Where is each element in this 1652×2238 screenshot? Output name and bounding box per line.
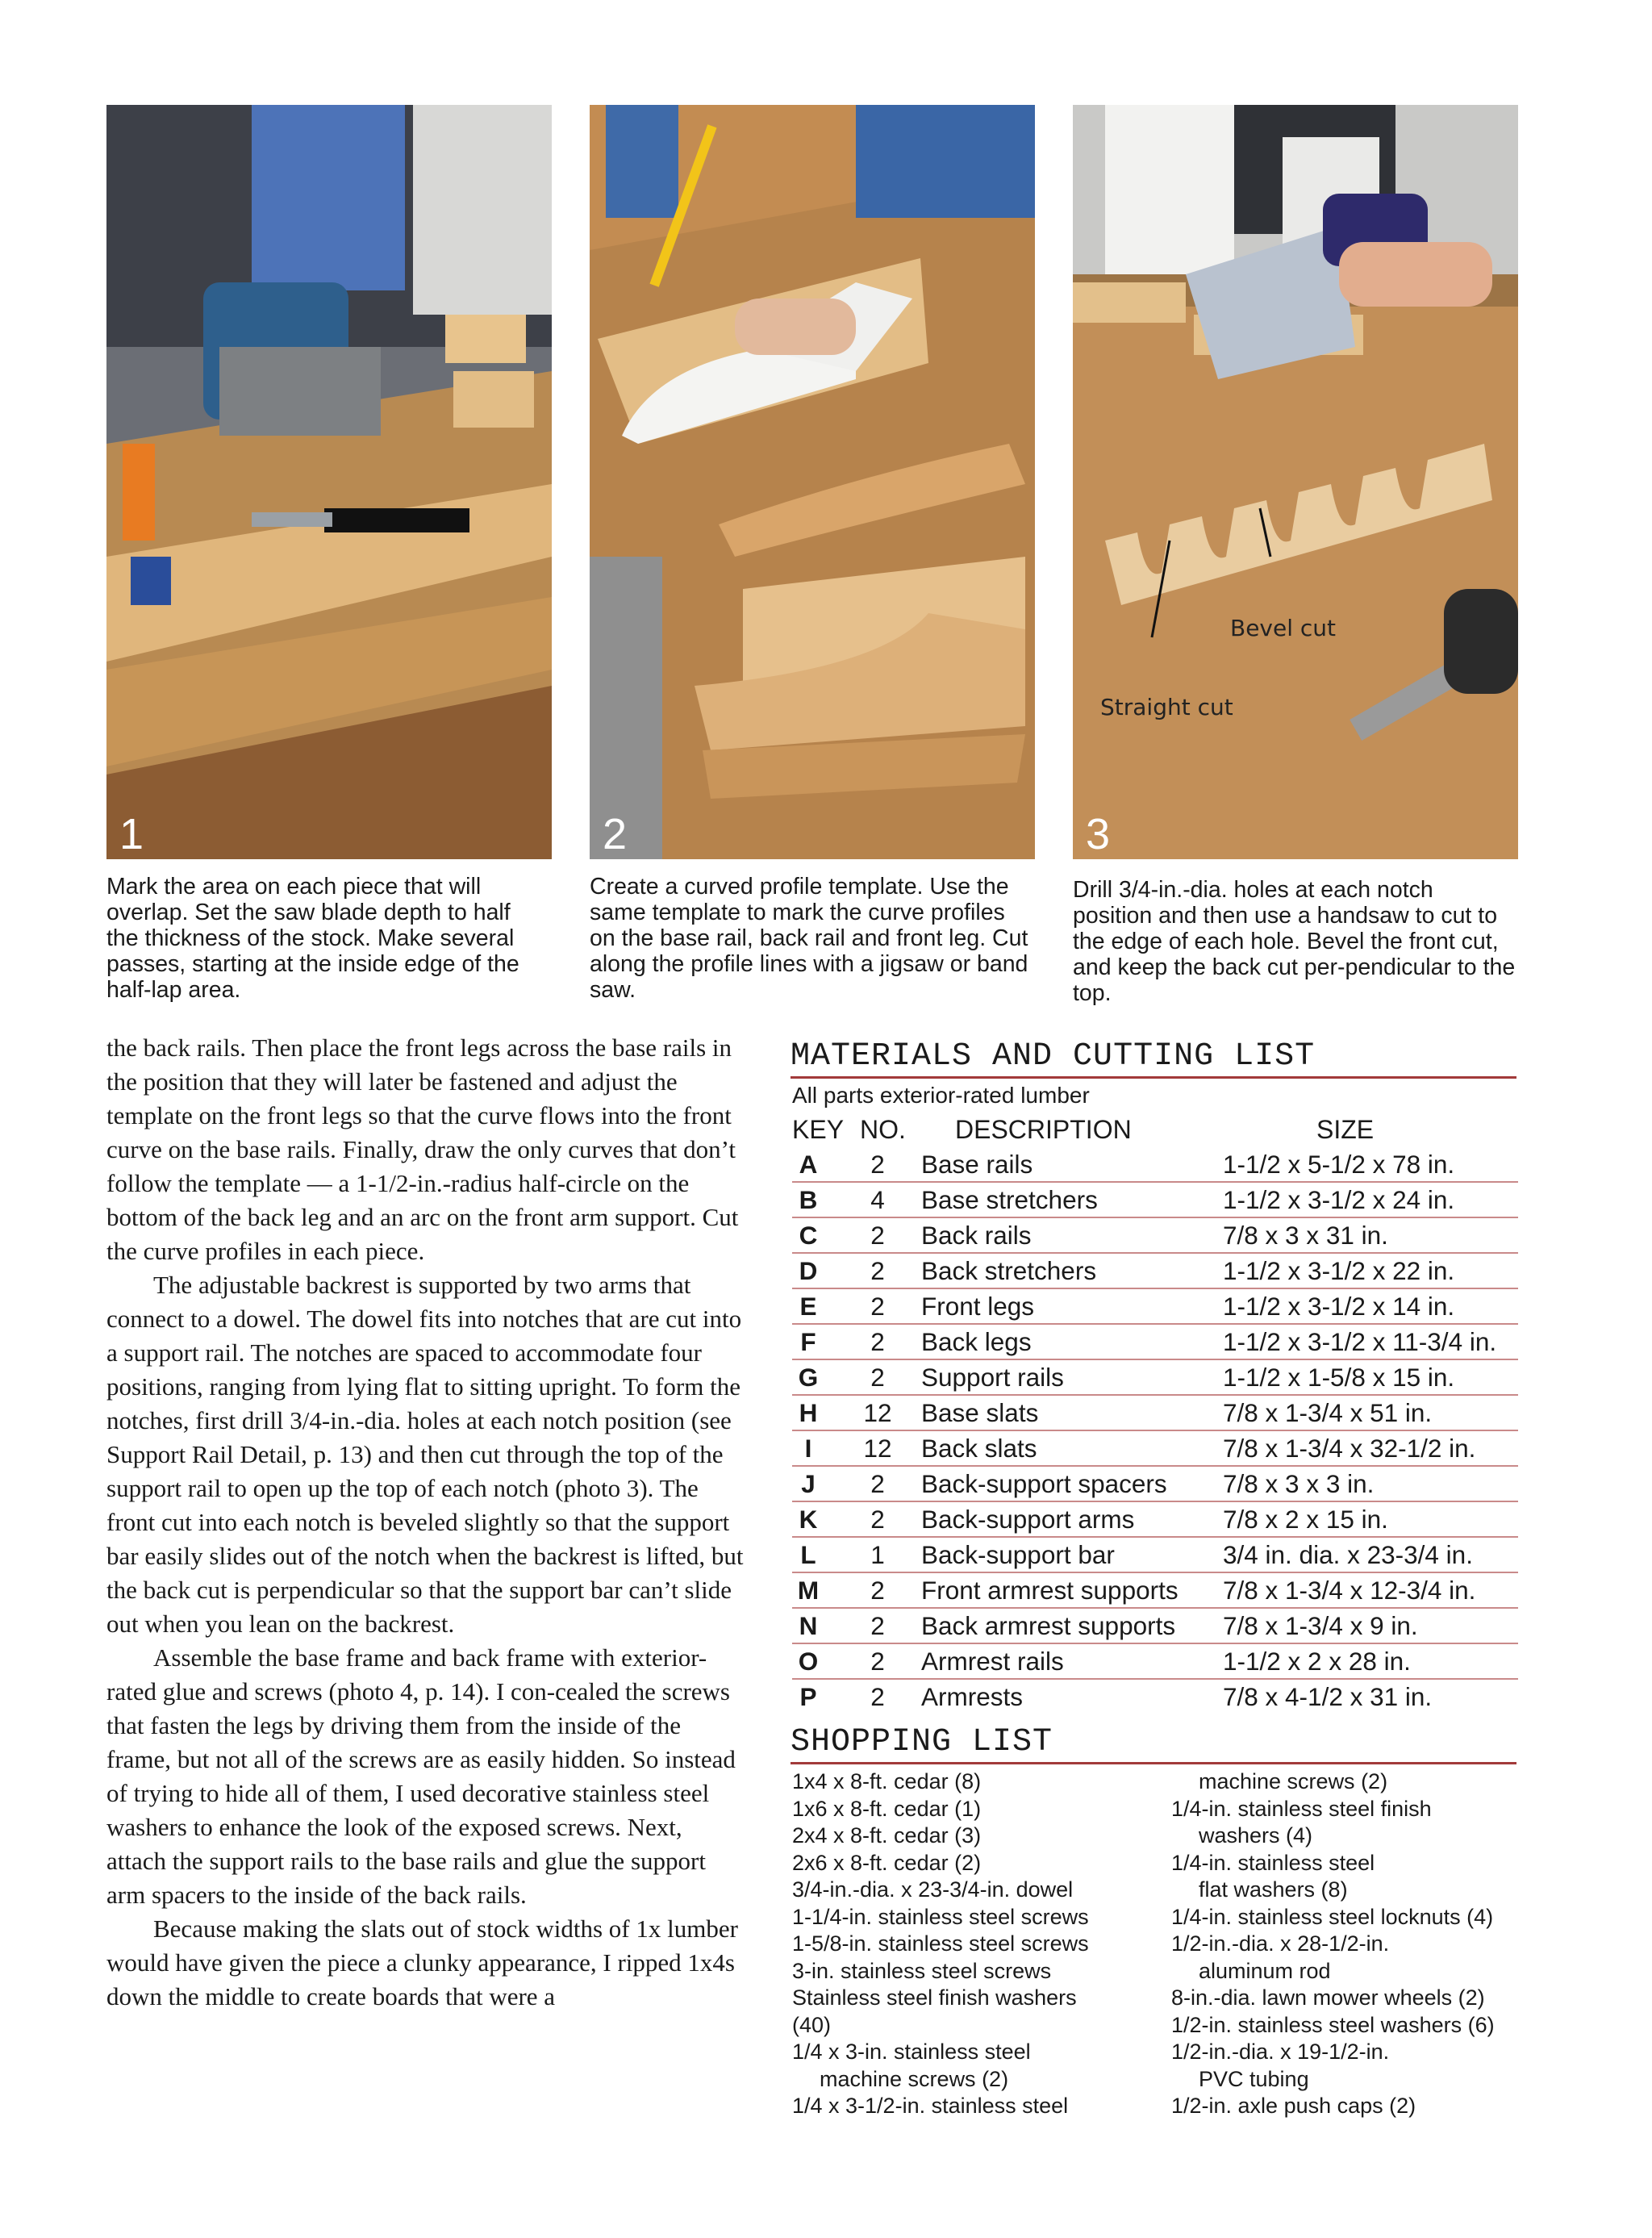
row-key: O <box>798 1647 819 1676</box>
list-item: 1/4-in. stainless steel locknuts (4) <box>1171 1904 1494 1929</box>
row-description: Back-support bar <box>921 1540 1115 1569</box>
row-size: 1-1/2 x 2 x 28 in. <box>1223 1647 1411 1676</box>
table-row <box>792 1147 1518 1183</box>
row-size: 7/8 x 1-3/4 x 9 in. <box>1223 1611 1418 1640</box>
header-key: KEY <box>792 1115 845 1144</box>
row-size: 7/8 x 3 x 31 in. <box>1223 1221 1388 1250</box>
row-size: 7/8 x 2 x 15 in. <box>1223 1505 1388 1534</box>
row-count: 2 <box>870 1469 885 1498</box>
row-count: 12 <box>863 1434 892 1463</box>
table-row <box>792 1467 1518 1502</box>
row-description: Back slats <box>921 1434 1037 1463</box>
row-description: Back stretchers <box>921 1256 1097 1285</box>
row-description: Back legs <box>921 1327 1032 1356</box>
row-count: 2 <box>870 1327 885 1356</box>
row-key: C <box>799 1221 818 1250</box>
table-row <box>792 1325 1518 1360</box>
row-key: M <box>797 1576 820 1605</box>
list-item: 1/4-in. stainless steel finish <box>1171 1796 1432 1821</box>
photo-2-number: 2 <box>603 810 628 858</box>
list-item: 3-in. stainless steel screws <box>792 1958 1052 1983</box>
body-paragraph: Because making the slats out of stock widths of 1x lumber would have given the piece a clunky appearance, I ripped 1x4s down the middle to create boards that were a <box>106 1914 738 2010</box>
row-count: 2 <box>870 1647 885 1676</box>
list-item: 8-in.-dia. lawn mower wheels (2) <box>1171 1985 1485 2010</box>
row-key: P <box>799 1682 817 1711</box>
photo-2-image <box>590 105 1035 859</box>
body-text <box>106 1031 744 2014</box>
row-key: J <box>801 1469 816 1498</box>
table-row <box>792 1289 1518 1325</box>
row-size: 3/4 in. dia. x 23-3/4 in. <box>1223 1540 1473 1569</box>
list-item: 2x4 x 8-ft. cedar (3) <box>792 1823 982 1848</box>
materials-header <box>792 1115 1518 1147</box>
bevel-cut-label: Bevel cut <box>1230 615 1337 641</box>
row-key: E <box>799 1292 817 1321</box>
row-count: 4 <box>870 1185 885 1214</box>
list-item: machine screws (2) <box>820 2066 1009 2091</box>
row-size: 7/8 x 4-1/2 x 31 in. <box>1223 1682 1433 1711</box>
materials-title: MATERIALS AND CUTTING LIST <box>791 1039 1516 1079</box>
row-description: Base stretchers <box>921 1185 1098 1214</box>
table-row <box>792 1360 1518 1396</box>
row-count: 12 <box>863 1398 892 1427</box>
row-size: 7/8 x 1-3/4 x 32-1/2 in. <box>1223 1434 1476 1463</box>
row-key: D <box>799 1256 818 1285</box>
row-size: 7/8 x 1-3/4 x 51 in. <box>1223 1398 1433 1427</box>
list-item: aluminum rod <box>1199 1958 1331 1983</box>
row-count: 2 <box>870 1505 885 1534</box>
list-item: 1-1/4-in. stainless steel screws <box>792 1904 1089 1929</box>
table-row <box>792 1538 1518 1573</box>
row-description: Front legs <box>921 1292 1035 1321</box>
materials-table <box>792 1147 1518 1714</box>
row-count: 2 <box>870 1292 885 1321</box>
row-size: 7/8 x 3 x 3 in. <box>1223 1469 1375 1498</box>
table-row <box>792 1218 1518 1254</box>
row-key: F <box>800 1327 816 1356</box>
list-item: 1/4 x 3-in. stainless steel <box>792 2040 1031 2064</box>
list-item: 1-5/8-in. stainless steel screws <box>792 1931 1089 1956</box>
row-description: Back-support arms <box>921 1505 1135 1534</box>
list-item: 1/2-in. stainless steel washers (6) <box>1171 2012 1495 2037</box>
list-item: 1/2-in.-dia. x 19-1/2-in. <box>1171 2040 1390 2064</box>
row-size: 1-1/2 x 3-1/2 x 24 in. <box>1223 1185 1455 1214</box>
list-item: 3/4-in.-dia. x 23-3/4-in. dowel <box>792 1877 1074 1902</box>
materials-note: All parts exterior-rated lumber <box>792 1083 1090 1108</box>
row-description: Back armrest supports <box>921 1611 1176 1640</box>
row-description: Armrest rails <box>921 1647 1064 1676</box>
table-row <box>792 1254 1518 1289</box>
header-size: SIZE <box>1316 1115 1375 1144</box>
list-item: flat washers (8) <box>1199 1877 1348 1902</box>
table-row <box>792 1573 1518 1609</box>
row-count: 2 <box>870 1150 885 1179</box>
photo-2 <box>590 105 1035 859</box>
row-key: I <box>804 1434 812 1463</box>
body-paragraph: Assemble the base frame and back frame with exterior-rated glue and screws (photo 4, p. 14). I con-cealed the screws that fasten the legs by driving them from the inside of the frame, but not all of the screws are as easily hidden. So instead of trying to hide all of them, I used decorative stainless steel washers to enhance the look of the exposed screws. Next, attach the support rails to the base rails and glue the support arm spacers to the inside of the back rails. <box>106 1643 736 1909</box>
list-item: Stainless steel finish washers <box>792 1985 1077 2010</box>
list-item: 1/2-in.-dia. x 28-1/2-in. <box>1171 1931 1390 1956</box>
row-description: Front armrest supports <box>921 1576 1179 1605</box>
photo-3 <box>1073 105 1518 859</box>
row-count: 1 <box>870 1540 885 1569</box>
row-description: Back-support spacers <box>921 1469 1167 1498</box>
row-count: 2 <box>870 1363 885 1392</box>
list-item: 1/4 x 3-1/2-in. stainless steel <box>792 2094 1069 2118</box>
photo-1-caption: Mark the area on each piece that will overlap. Set the saw blade depth to half the thickness of the stock. Make several passes, starting at the inside edge of the half-lap area. <box>106 874 519 1003</box>
table-row <box>792 1502 1518 1538</box>
list-item: 1x4 x 8-ft. cedar (8) <box>792 1769 982 1793</box>
row-count: 2 <box>870 1256 885 1285</box>
photo-2-caption: Create a curved profile template. Use the same template to mark the curve profiles on the base rail, back rail and front leg. Cut along the profile lines with a jigsaw or band saw. <box>590 874 1028 1003</box>
row-description: Armrests <box>921 1682 1023 1711</box>
header-no: NO. <box>860 1115 906 1144</box>
list-item: washers (4) <box>1199 1823 1313 1848</box>
photo-3-image <box>1073 105 1518 859</box>
row-count: 2 <box>870 1576 885 1605</box>
row-description: Support rails <box>921 1363 1064 1392</box>
row-count: 2 <box>870 1221 885 1250</box>
row-count: 2 <box>870 1611 885 1640</box>
shopping-column-1 <box>792 1768 1147 2120</box>
photo-1-number: 1 <box>119 810 144 858</box>
row-count: 2 <box>870 1682 885 1711</box>
shopping-column-2 <box>1171 1768 1526 2120</box>
body-paragraph: the back rails. Then place the front legs across the base rails in the position that they will later be fastened and adjust the template on the front legs so that the curve flows into the front curve on the base rails. Finally, draw the only curves that don’t follow the template — a 1-1/2-in.-radius half-circle on the bottom of the back leg and an arc on the front arm support. Cut the curve profiles in each piece. <box>106 1033 739 1265</box>
row-size: 1-1/2 x 5-1/2 x 78 in. <box>1223 1150 1455 1179</box>
row-key: H <box>799 1398 818 1427</box>
list-item: PVC tubing <box>1199 2066 1309 2091</box>
table-row <box>792 1183 1518 1218</box>
table-row <box>792 1396 1518 1431</box>
table-row <box>792 1680 1518 1714</box>
table-row <box>792 1644 1518 1680</box>
header-description: DESCRIPTION <box>955 1115 1132 1144</box>
body-paragraph: The adjustable backrest is supported by two arms that connect to a dowel. The dowel fits into notches that are cut into a support rail. The notches are spaced to accommodate four positions, ranging from lying flat to sitting upright. To form the notches, first drill 3/4-in.-dia. holes at each notch position (see Support Rail Detail, p. 13) and then cut through the top of the support rail to open up the top of each notch (photo 3). The front cut into each notch is beveled slightly so that the support bar easily slides out of the notch when the backrest is lifted, but the back cut is perpendicular so that the support bar can’t slide out when you lean on the backrest. <box>106 1271 744 1638</box>
row-key: N <box>799 1611 818 1640</box>
photo-1-image <box>106 105 552 859</box>
row-size: 7/8 x 1-3/4 x 12-3/4 in. <box>1223 1576 1476 1605</box>
row-size: 1-1/2 x 1-5/8 x 15 in. <box>1223 1363 1455 1392</box>
row-key: G <box>798 1363 819 1392</box>
photo-3-caption: Drill 3/4-in.-dia. holes at each notch position and then use a handsaw to cut to the edge of each hole. Bevel the front cut, and keep the back cut per-pendicular to the top. <box>1073 877 1516 1006</box>
row-description: Back rails <box>921 1221 1032 1250</box>
list-item: (40) <box>792 2012 832 2037</box>
row-description: Base slats <box>921 1398 1039 1427</box>
row-key: A <box>799 1150 818 1179</box>
list-item: 1/4-in. stainless steel <box>1171 1850 1375 1875</box>
list-item: 2x6 x 8-ft. cedar (2) <box>792 1850 982 1875</box>
list-item: 1x6 x 8-ft. cedar (1) <box>792 1796 982 1821</box>
row-key: K <box>799 1505 818 1534</box>
straight-cut-label: Straight cut <box>1100 694 1233 720</box>
row-key: B <box>799 1185 818 1214</box>
row-description: Base rails <box>921 1150 1033 1179</box>
list-item: machine screws (2) <box>1199 1769 1388 1793</box>
list-item: 1/2-in. axle push caps (2) <box>1171 2094 1416 2118</box>
shopping-title: SHOPPING LIST <box>791 1725 1516 1764</box>
table-row <box>792 1431 1518 1467</box>
row-size: 1-1/2 x 3-1/2 x 11-3/4 in. <box>1223 1327 1497 1356</box>
row-key: L <box>800 1540 816 1569</box>
row-size: 1-1/2 x 3-1/2 x 14 in. <box>1223 1292 1455 1321</box>
photo-3-number: 3 <box>1086 810 1111 858</box>
table-row <box>792 1609 1518 1644</box>
row-size: 1-1/2 x 3-1/2 x 22 in. <box>1223 1256 1455 1285</box>
photo-1 <box>106 105 552 859</box>
